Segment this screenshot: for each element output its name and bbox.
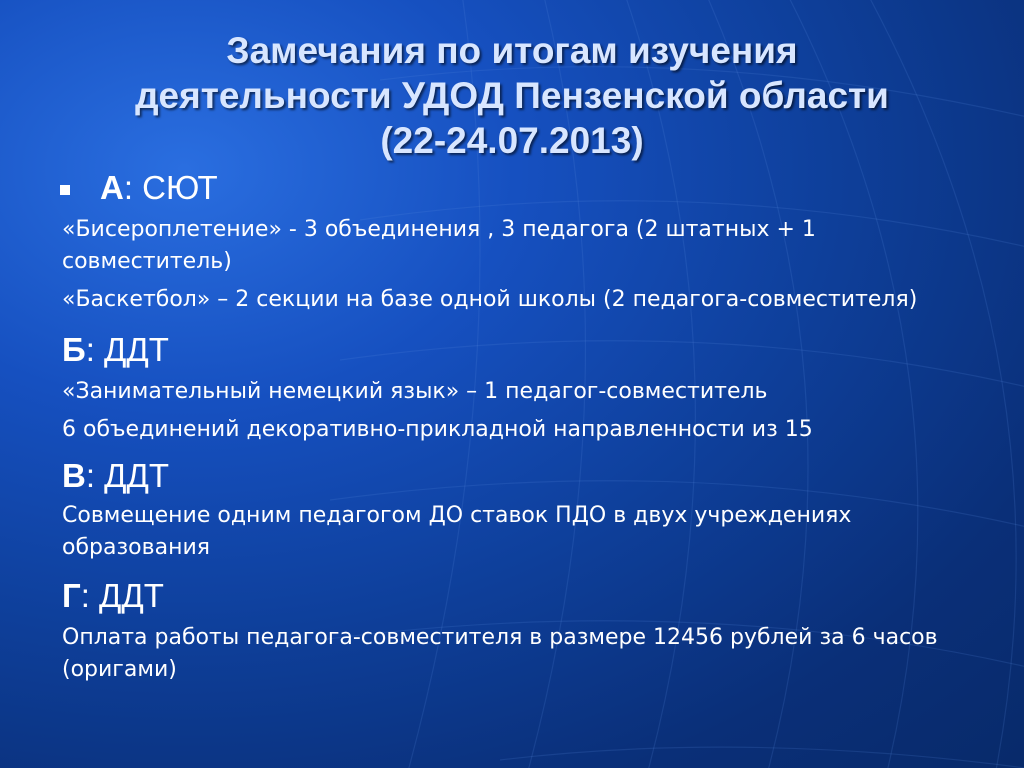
- section-g-letter: Г: [62, 577, 81, 614]
- section-v-letter: В: [62, 457, 86, 494]
- title-line-1: Замечания по итогам изучения: [226, 30, 798, 71]
- section-a-heading: [60, 168, 982, 208]
- section-b-paragraph-1: «Занимательный немецкий язык» – 1 педагог-совместитель: [62, 379, 768, 404]
- section-a-label: : СЮТ: [123, 169, 218, 206]
- section-a-paragraph-2: «Баскетбол» – 2 секции на базе одной школы (2 педагога-совместителя): [62, 287, 918, 312]
- section-g-label: : ДДТ: [80, 577, 164, 614]
- section-v-heading: [62, 456, 982, 496]
- section-v-label: : ДДТ: [85, 457, 170, 494]
- section-a-letter: А: [100, 169, 124, 206]
- slide-title: [40, 28, 984, 163]
- section-v-paragraph-1: Совмещение одним педагогом ДО ставок ПДО в двух учреждениях образования: [62, 503, 852, 560]
- square-bullet-icon: [60, 185, 70, 195]
- title-line-2: деятельности УДОД Пензенской области: [135, 75, 889, 116]
- slide-body: [62, 168, 982, 686]
- section-b-heading: [62, 330, 982, 370]
- section-b-letter: Б: [62, 331, 86, 368]
- section-a-paragraph-1: «Бисероплетение» - 3 объединения , 3 педагога (2 штатных + 1 совместитель): [62, 217, 816, 274]
- section-b-paragraph-2: 6 объединений декоративно-прикладной направленности из 15: [62, 417, 813, 442]
- section-b-label: : ДДТ: [85, 331, 169, 368]
- title-line-3: (22-24.07.2013): [380, 120, 644, 161]
- section-g-heading: [62, 576, 982, 616]
- section-g-paragraph-1: Оплата работы педагога-совместителя в размере 12456 рублей за 6 часов (оригами): [62, 625, 938, 682]
